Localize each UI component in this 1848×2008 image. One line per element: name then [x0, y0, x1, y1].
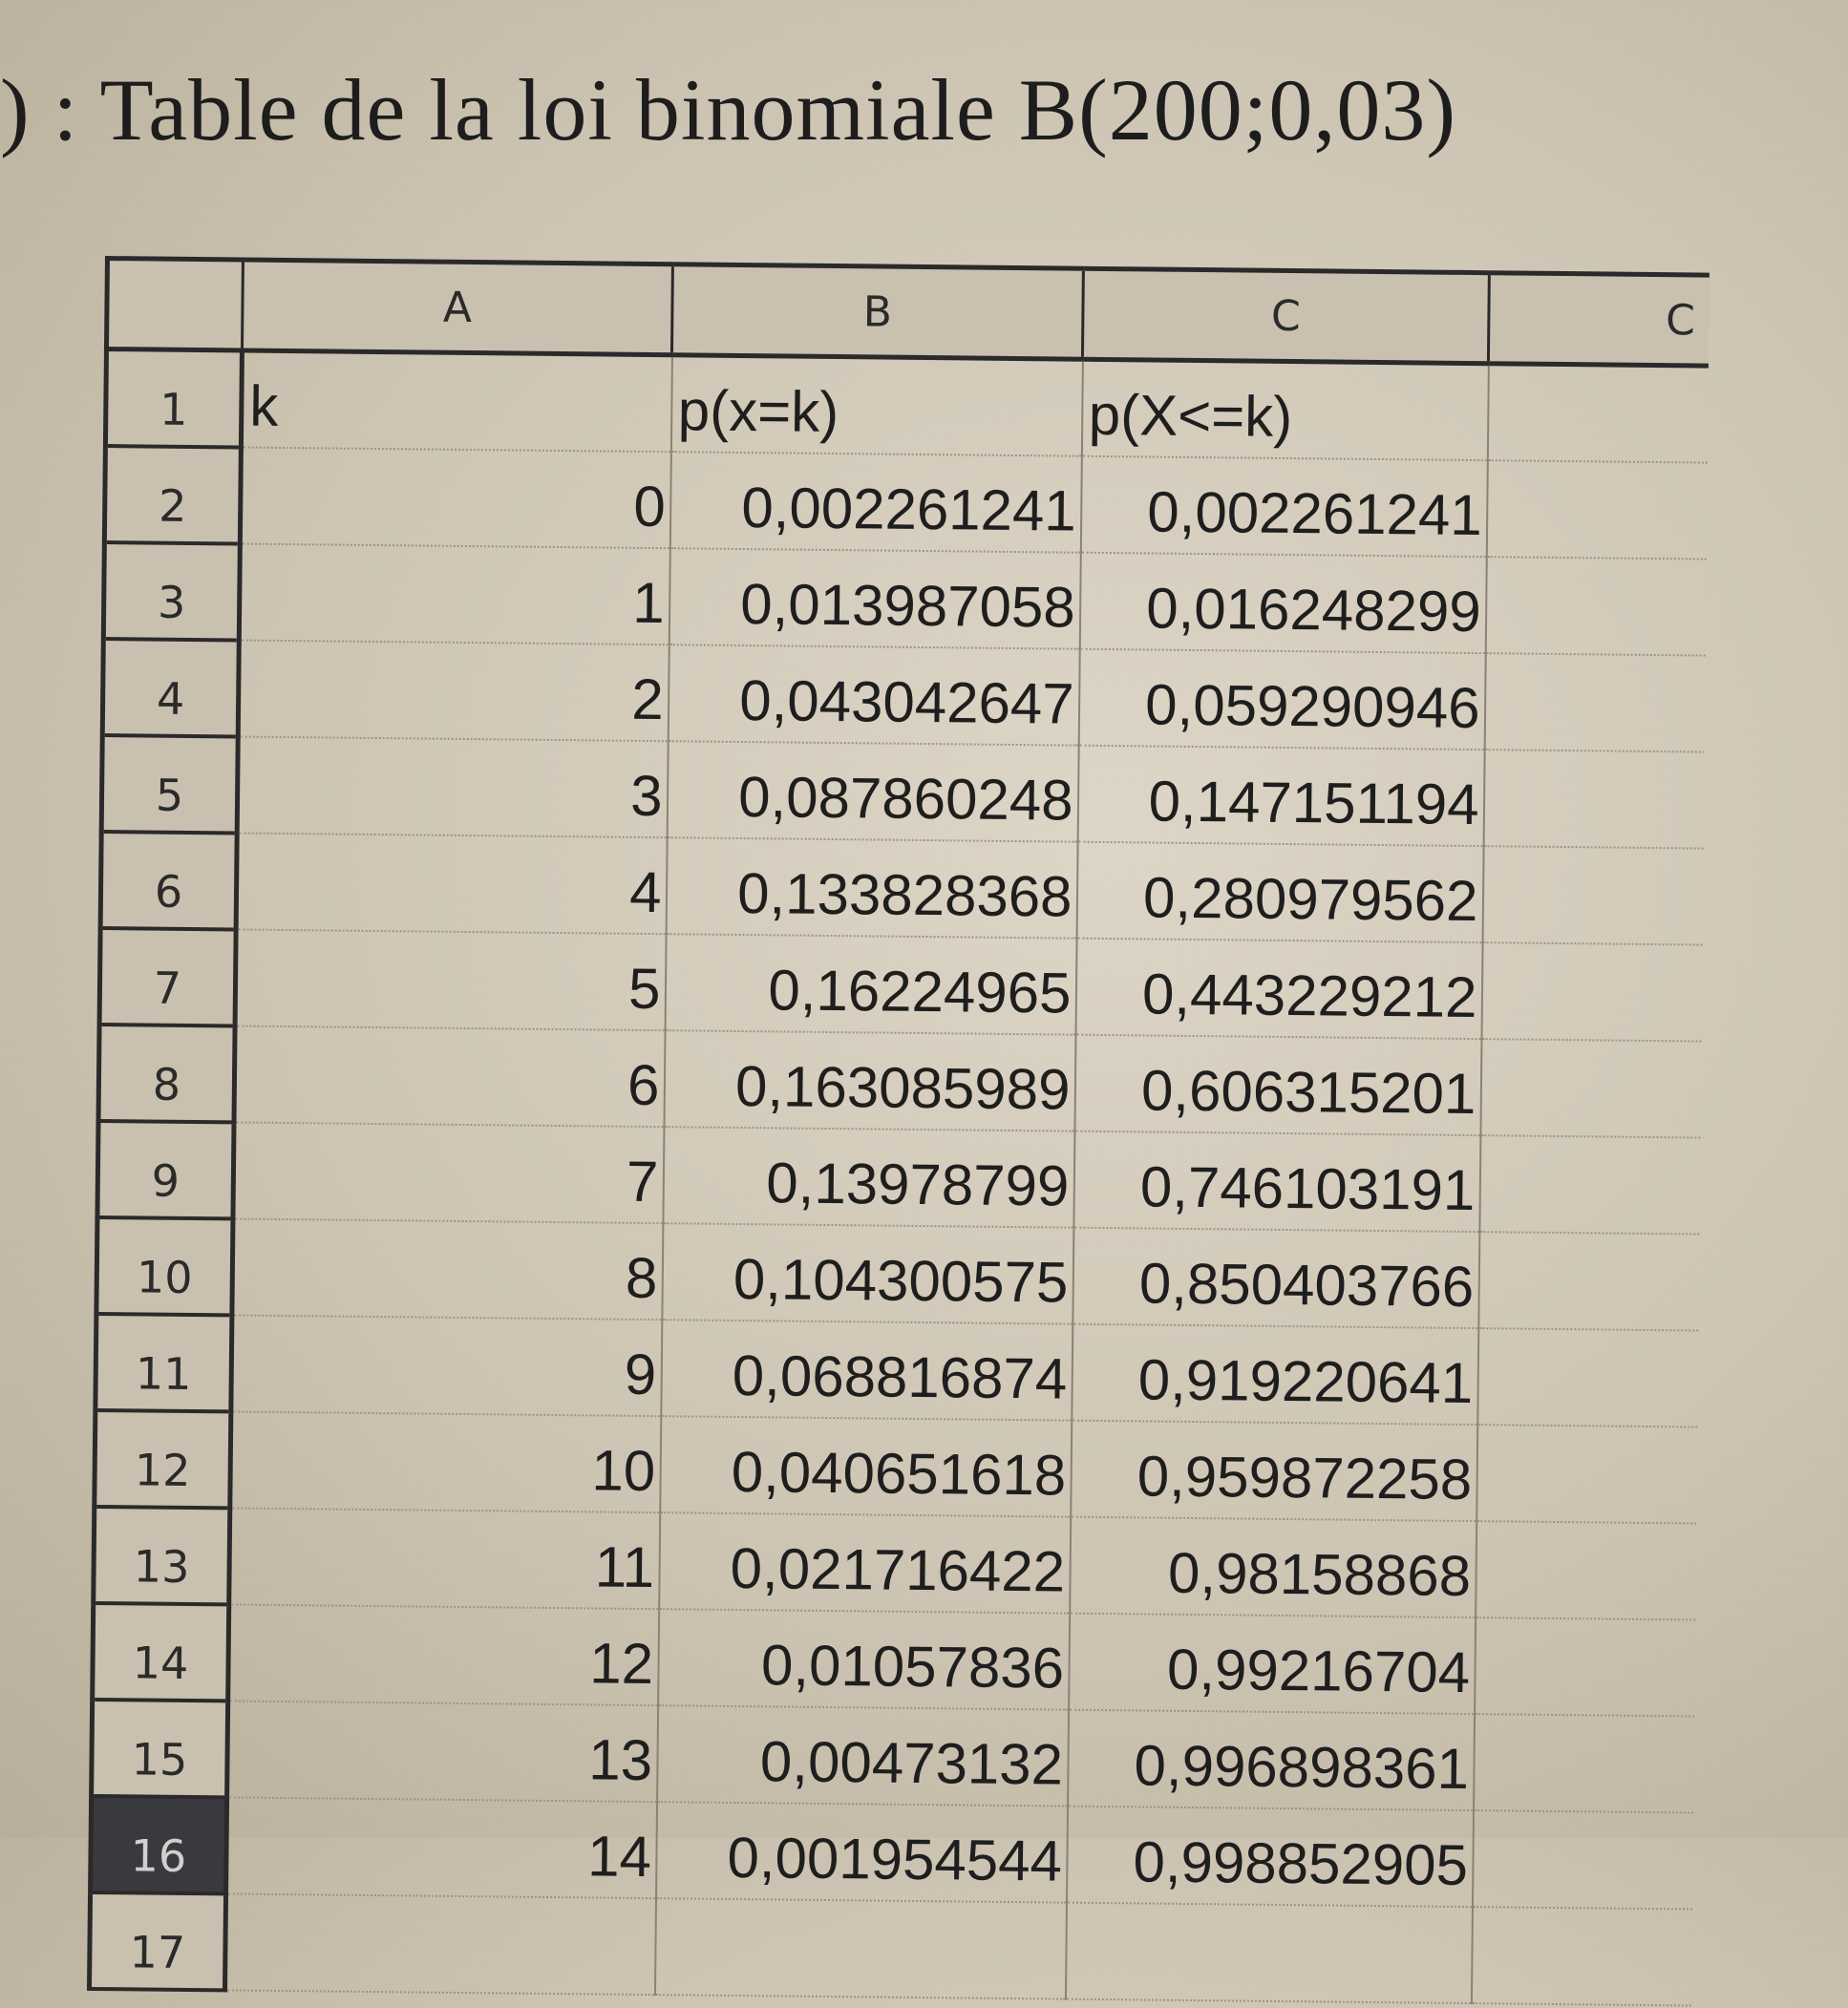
cell-empty[interactable]	[1486, 460, 1707, 559]
row-header[interactable]: 4	[102, 639, 239, 736]
cell-k[interactable]: 5	[235, 929, 666, 1030]
cell-k[interactable]: 0	[240, 448, 670, 549]
row-header[interactable]: 14	[93, 1603, 229, 1701]
cell-cumulative[interactable]: 0,996898361	[1068, 1710, 1475, 1810]
cell-empty[interactable]	[1476, 1521, 1696, 1619]
cell-empty[interactable]	[1472, 1810, 1692, 1909]
row-header[interactable]: 11	[96, 1314, 232, 1411]
row-header[interactable]: 8	[98, 1025, 235, 1122]
table-row	[89, 1892, 1691, 2006]
cell-k[interactable]: 1	[239, 543, 669, 645]
column-header-c[interactable]: C	[1082, 268, 1489, 363]
table-row	[96, 1314, 1698, 1427]
cell-probability[interactable]: 0,068816874	[661, 1320, 1073, 1420]
cell-k[interactable]: 11	[229, 1508, 660, 1609]
binomial-table	[87, 256, 1709, 2007]
cell-cumulative[interactable]: 0,002261241	[1080, 456, 1487, 557]
cell-d1[interactable]	[1487, 364, 1708, 463]
cell-probability[interactable]: 0,00473132	[657, 1705, 1069, 1806]
cell-cumulative[interactable]: 0,147151194	[1077, 746, 1484, 846]
cell-k[interactable]: 6	[234, 1025, 665, 1127]
cell-cumulative[interactable]: 0,443229212	[1075, 939, 1482, 1039]
cell-k[interactable]: 3	[237, 736, 668, 837]
cell-probability[interactable]: 0,013987058	[669, 548, 1080, 648]
cell-empty[interactable]	[1479, 1135, 1700, 1234]
cell-probability[interactable]: 0,002261241	[669, 452, 1081, 552]
cell-empty[interactable]	[1482, 846, 1703, 944]
row-header[interactable]: 16	[91, 1796, 227, 1893]
column-header-row	[106, 259, 1709, 367]
table-row	[101, 735, 1704, 849]
table-row	[91, 1796, 1693, 1910]
select-all-corner[interactable]	[106, 259, 243, 350]
cell-k[interactable]: 8	[232, 1218, 663, 1320]
cell-cumulative[interactable]: 0,606315201	[1074, 1035, 1481, 1135]
row-header[interactable]: 12	[95, 1410, 231, 1508]
cell-cumulative[interactable]: 0,98158868	[1070, 1517, 1476, 1617]
cell-probability[interactable]: 0,040651618	[660, 1416, 1072, 1516]
cell-empty[interactable]	[1474, 1714, 1694, 1812]
cell-probability[interactable]: 0,163085989	[664, 1030, 1075, 1131]
column-header-b[interactable]: B	[671, 264, 1083, 359]
table-row	[92, 1700, 1694, 1813]
table-row	[95, 1410, 1697, 1524]
cell-b1[interactable]: p(x=k)	[670, 355, 1082, 456]
row-header[interactable]: 13	[94, 1507, 230, 1604]
row-header[interactable]: 1	[105, 349, 242, 448]
row-header[interactable]: 17	[89, 1892, 225, 1990]
column-header-d[interactable]: C	[1488, 273, 1709, 366]
row-header[interactable]: 10	[96, 1217, 233, 1315]
row-header[interactable]: 15	[92, 1700, 228, 1797]
cell-probability[interactable]	[654, 1898, 1066, 1998]
table-row	[94, 1507, 1696, 1620]
cell-empty[interactable]	[1484, 653, 1705, 751]
cell-cumulative[interactable]: 0,746103191	[1073, 1131, 1480, 1232]
cell-cumulative[interactable]: 0,998852905	[1066, 1807, 1473, 1907]
cell-probability[interactable]: 0,01057836	[658, 1609, 1070, 1709]
table-row	[93, 1603, 1695, 1717]
cell-empty[interactable]	[1471, 1907, 1691, 2005]
table-row	[99, 928, 1702, 1042]
table-row	[98, 1025, 1701, 1138]
cell-cumulative[interactable]: 0,280979562	[1076, 842, 1483, 942]
row-header[interactable]: 6	[100, 832, 237, 929]
cell-probability[interactable]: 0,021716422	[659, 1512, 1071, 1613]
cell-empty[interactable]	[1485, 557, 1706, 655]
table-row	[102, 639, 1705, 752]
cell-probability[interactable]: 0,104300575	[662, 1223, 1073, 1323]
cell-empty[interactable]	[1480, 1039, 1701, 1137]
cell-a1[interactable]: k	[241, 350, 671, 452]
cell-k[interactable]: 14	[226, 1797, 657, 1898]
row-header[interactable]: 9	[97, 1121, 234, 1218]
cell-empty[interactable]	[1481, 942, 1702, 1041]
cell-k[interactable]: 4	[236, 833, 667, 934]
cell-probability[interactable]: 0,043042647	[668, 645, 1079, 745]
cell-cumulative[interactable]: 0,919220641	[1072, 1324, 1478, 1425]
column-header-a[interactable]: A	[242, 260, 672, 355]
cell-cumulative[interactable]: 0,059290946	[1078, 649, 1485, 750]
cell-cumulative[interactable]: 0,959872258	[1071, 1421, 1477, 1521]
cell-k[interactable]: 7	[233, 1122, 664, 1223]
cell-k[interactable]: 13	[227, 1701, 658, 1802]
cell-probability[interactable]: 0,001954544	[656, 1802, 1068, 1902]
cell-k[interactable]: 9	[231, 1315, 662, 1416]
row-header[interactable]: 5	[101, 735, 238, 833]
table-row	[100, 832, 1703, 945]
table-row	[103, 542, 1706, 656]
cell-empty[interactable]	[1478, 1232, 1699, 1330]
cell-probability[interactable]: 0,087860248	[667, 741, 1078, 841]
row-header[interactable]: 7	[99, 928, 236, 1025]
cell-cumulative[interactable]: 0,99216704	[1069, 1614, 1476, 1714]
cell-empty[interactable]	[1477, 1328, 1698, 1427]
cell-k[interactable]: 12	[228, 1604, 659, 1705]
table-row	[104, 446, 1707, 560]
cell-cumulative[interactable]: 0,016248299	[1079, 553, 1486, 653]
cell-empty[interactable]	[1476, 1425, 1697, 1523]
spreadsheet-grid	[89, 256, 1757, 1978]
cell-k[interactable]	[224, 1893, 655, 1995]
cell-probability[interactable]: 0,13978799	[663, 1127, 1074, 1227]
table-row	[96, 1217, 1699, 1331]
cell-probability[interactable]: 0,16224965	[665, 934, 1076, 1034]
cell-k[interactable]: 2	[238, 640, 669, 741]
row-header[interactable]: 3	[103, 542, 240, 640]
cell-empty[interactable]	[1475, 1617, 1695, 1716]
cell-c1[interactable]: p(X<=k)	[1081, 359, 1488, 460]
cell-cumulative[interactable]: 0,850403766	[1073, 1228, 1479, 1328]
cell-cumulative[interactable]	[1065, 1903, 1472, 2003]
table-row	[105, 349, 1708, 463]
cell-empty[interactable]	[1483, 750, 1704, 848]
row-header[interactable]: 2	[104, 446, 241, 543]
table-row	[97, 1121, 1700, 1235]
cell-k[interactable]: 10	[230, 1411, 661, 1512]
page-title: ) : Table de la loi binomiale B(200;0,03)	[0, 61, 1456, 159]
cell-probability[interactable]: 0,133828368	[666, 837, 1077, 938]
